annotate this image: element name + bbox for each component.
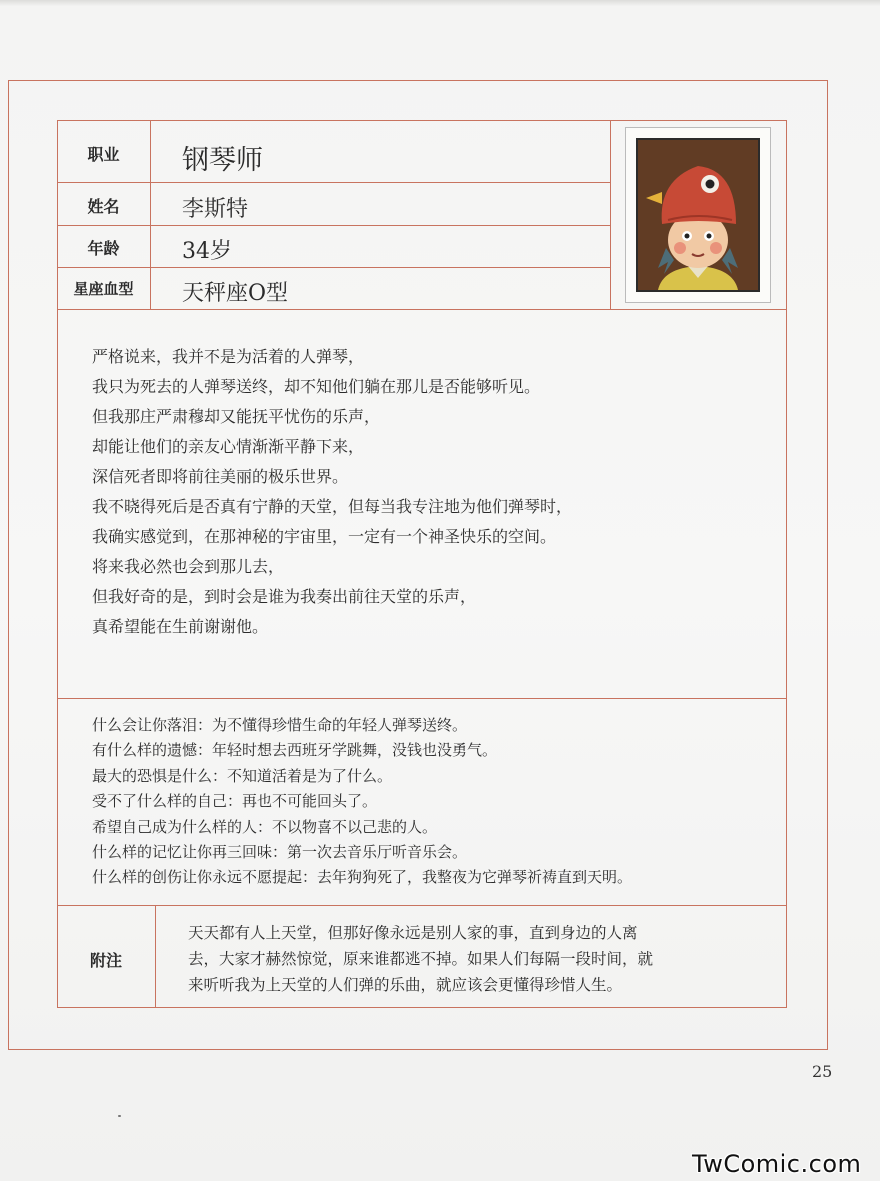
qa-item: 最大的恐惧是什么：不知道活着是为了什么。	[92, 766, 393, 785]
story-text	[92, 342, 762, 642]
page-number: 25	[812, 1062, 833, 1081]
row-divider	[57, 182, 610, 183]
section-divider	[57, 905, 787, 906]
qa-item: 有什么样的遗憾：年轻时想去西班牙学跳舞，没钱也没勇气。	[92, 741, 498, 760]
value-zodiac-blood: 天秤座O型	[182, 281, 289, 306]
portrait-frame	[625, 127, 771, 303]
scan-speck	[118, 1115, 121, 1117]
qa-item: 什么样的创伤让你永远不愿提起：去年狗狗死了，我整夜为它弹琴祈祷直到天明。	[92, 868, 633, 887]
story-line: 却能让他们的亲友心情渐渐平静下来，	[92, 437, 365, 456]
story-line: 将来我必然也会到那儿去，	[92, 557, 285, 576]
story-line: 严格说来，我并不是为活着的人弹琴，	[92, 347, 365, 366]
label-occupation: 职业	[87, 145, 120, 164]
value-age: 34岁	[182, 239, 232, 264]
portrait-image	[636, 138, 760, 292]
qa-item: 什么样的记忆让你再三回味：第一次去音乐厅听音乐会。	[92, 843, 468, 862]
page-top-edge	[0, 0, 880, 6]
label-name: 姓名	[87, 197, 120, 216]
row-divider	[57, 267, 610, 268]
story-line: 但我好奇的是，到时会是谁为我奏出前往天堂的乐声，	[92, 587, 477, 606]
note-text	[188, 920, 788, 998]
row-divider	[57, 225, 610, 226]
bird-hat-child-portrait-icon	[638, 140, 758, 290]
value-name: 李斯特	[182, 197, 249, 222]
story-line: 真希望能在生前谢谢他。	[92, 617, 269, 636]
qa-item: 什么会让你落泪：为不懂得珍惜生命的年轻人弹琴送终。	[92, 716, 468, 734]
qa-item: 希望自己成为什么样的人：不以物喜不以己悲的人。	[92, 817, 438, 836]
note-line: 去，大家才赫然惊觉，原来谁都逃不掉。如果人们每隔一段时间，就	[188, 950, 654, 968]
watermark: TwComic.com	[692, 1150, 862, 1178]
qa-item: 受不了什么样的自己：再也不可能回头了。	[92, 792, 378, 811]
label-age: 年龄	[87, 239, 120, 258]
column-divider	[610, 120, 611, 309]
column-divider	[150, 120, 151, 309]
story-line: 我只为死去的人弹琴送终，却不知他们躺在那儿是否能够听见。	[92, 377, 541, 396]
column-divider	[155, 905, 156, 1008]
section-divider	[57, 309, 787, 310]
qa-list	[92, 713, 792, 891]
story-line: 深信死者即将前往美丽的极乐世界。	[92, 467, 349, 486]
section-divider	[57, 698, 787, 699]
value-occupation: 钢琴师	[182, 145, 263, 176]
story-line: 我不晓得死后是否真有宁静的天堂，但每当我专注地为他们弹琴时，	[92, 497, 573, 516]
note-line: 天天都有人上天堂，但那好像永远是别人家的事，直到身边的人离	[188, 924, 638, 942]
label-zodiac-blood: 星座血型	[73, 280, 134, 298]
story-line: 我确实感觉到，在那神秘的宇宙里，一定有一个神圣快乐的空间。	[92, 527, 557, 546]
story-line: 但我那庄严肃穆却又能抚平忧伤的乐声，	[92, 407, 381, 426]
note-line: 来听听我为上天堂的人们弹的乐曲，就应该会更懂得珍惜人生。	[188, 976, 623, 994]
note-label: 附注	[89, 951, 122, 970]
